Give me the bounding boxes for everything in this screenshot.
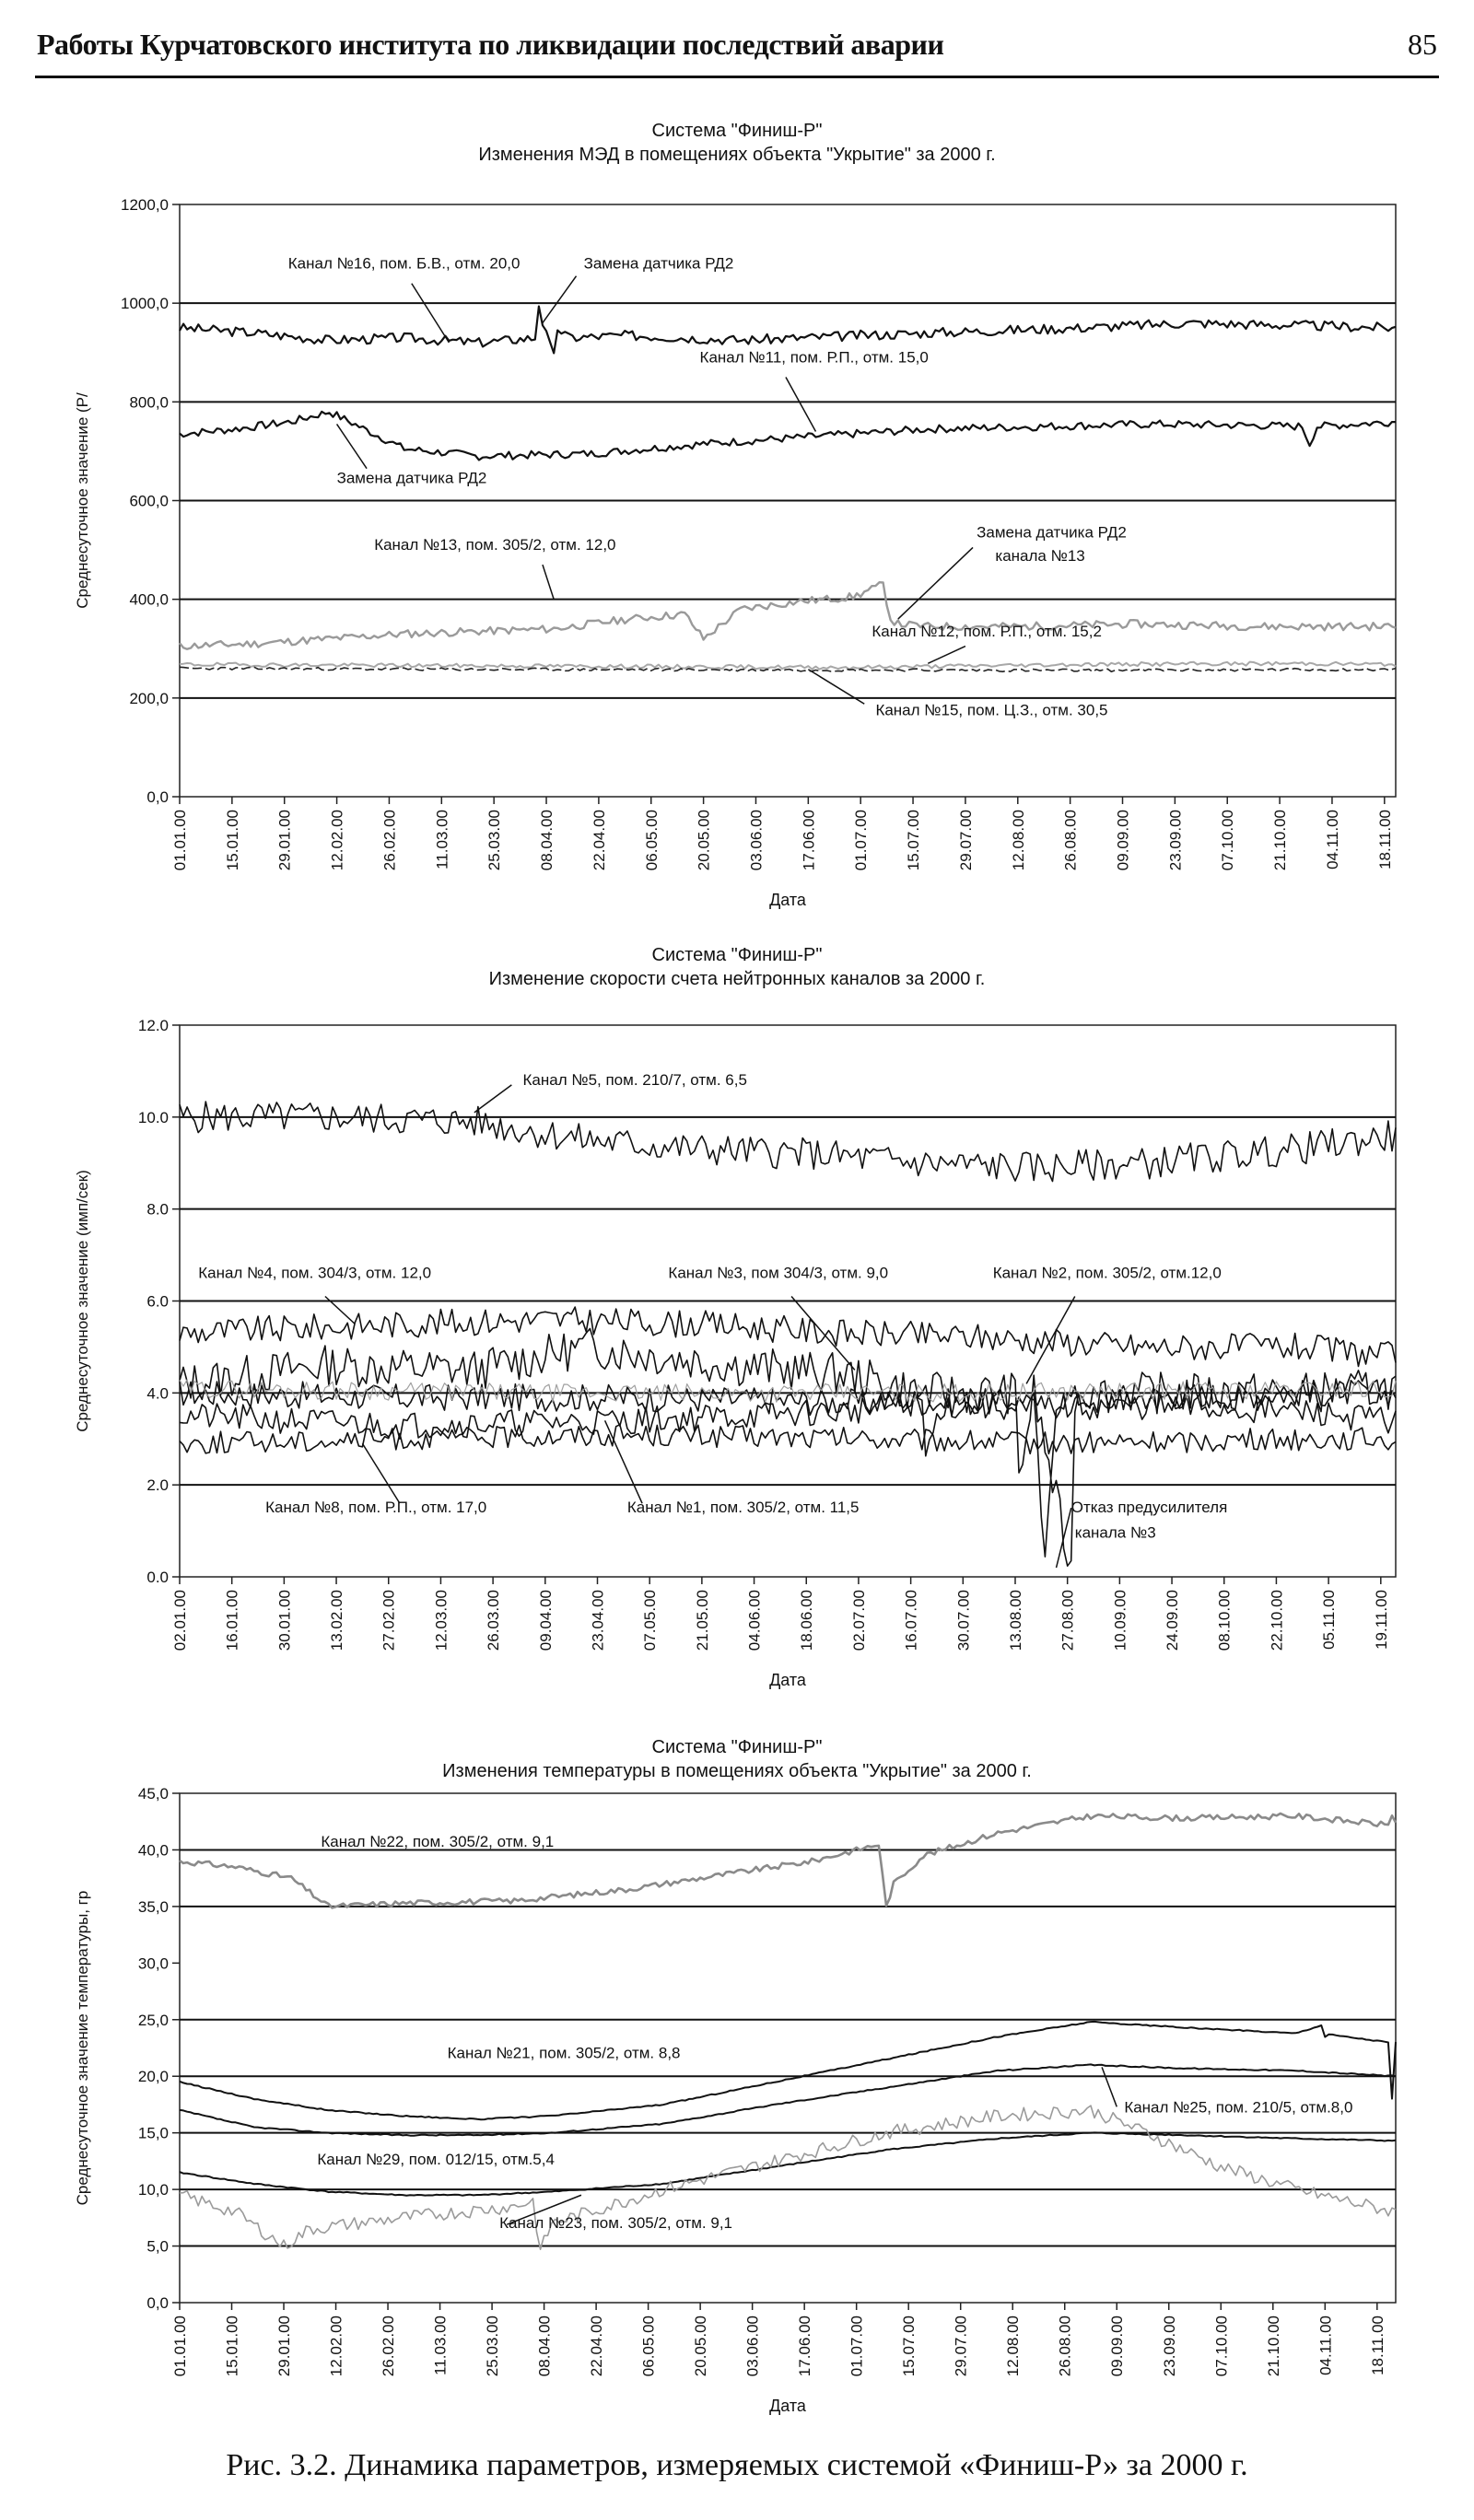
y-tick-label: 200,0 — [129, 689, 169, 707]
y-tick-label: 400,0 — [129, 590, 169, 609]
annotation-pointer — [362, 1443, 399, 1503]
annotation-label: Отказ предусилителя — [1070, 1499, 1228, 1517]
x-tick-label: 11.03.00 — [433, 810, 451, 869]
y-tick-label: 10.0 — [137, 1108, 169, 1126]
header-rule — [35, 76, 1439, 78]
x-tick-label: 01.07.00 — [852, 810, 871, 871]
annotation-label: Канал №13, пом. 305/2, отм. 12,0 — [374, 536, 616, 554]
x-tick-label: 26.08.00 — [1056, 2316, 1074, 2377]
y-tick-label: 0,0 — [146, 2294, 169, 2312]
x-tick-label: 26.02.00 — [380, 2316, 398, 2377]
x-tick-label: 04.06.00 — [745, 1590, 764, 1651]
x-tick-label: 02.01.00 — [171, 1590, 189, 1651]
x-tick-label: 13.08.00 — [1006, 1590, 1024, 1651]
y-tick-label: 6.0 — [146, 1292, 169, 1311]
series-line-4 — [180, 662, 1396, 670]
x-tick-label: 20.05.00 — [692, 2316, 710, 2377]
y-tick-label: 2.0 — [146, 1476, 169, 1495]
series-line-2 — [180, 412, 1396, 461]
figure-caption: Рис. 3.2. Динамика параметров, измеряемых системой «Финиш-Р» за 2000 г. — [226, 2448, 1248, 2482]
annotation-label: Канал №21, пом. 305/2, отм. 8,8 — [447, 2044, 681, 2062]
x-tick-label: 17.06.00 — [800, 810, 818, 871]
x-tick-label: 12.08.00 — [1009, 810, 1027, 871]
x-tick-label: 01.07.00 — [848, 2316, 866, 2377]
x-tick-label: 16.07.00 — [902, 1590, 920, 1651]
x-tick-label: 20.05.00 — [695, 810, 713, 871]
annotation-pointer — [412, 284, 450, 343]
y-tick-label: 20,0 — [137, 2068, 169, 2086]
x-tick-label: 15.01.00 — [223, 2316, 241, 2377]
x-tick-label: 05.11.00 — [1320, 1590, 1339, 1650]
annotation-pointer — [786, 378, 815, 432]
y-axis-title: Среднесуточное значение температуры, гр — [74, 1890, 91, 2206]
x-tick-label: 08.04.00 — [538, 810, 556, 871]
annotation-pointer — [928, 647, 965, 664]
annotation-label: Канал №16, пом. Б.В., отм. 20,0 — [287, 254, 521, 273]
x-tick-label: 04.11.00 — [1316, 2316, 1335, 2375]
x-tick-label: 15.01.00 — [223, 810, 241, 871]
series-line-1 — [180, 1814, 1396, 1908]
x-tick-label: 12.03.00 — [432, 1590, 450, 1651]
x-tick-label: 01.01.00 — [171, 2316, 189, 2377]
y-axis-title: Среднесуточное значение (имп/сек) — [74, 1170, 91, 1432]
chart-title: Система "Финиш-Р" — [651, 1737, 823, 1757]
annotation-label: Канал №2, пом. 305/2, отм.12,0 — [992, 1264, 1222, 1282]
page-header — [0, 0, 1474, 74]
series-line-5 — [180, 667, 1396, 671]
x-tick-label: 09.09.00 — [1108, 2316, 1127, 2377]
annotation-label: Замена датчика РД2 — [336, 469, 487, 487]
x-tick-label: 15.07.00 — [905, 810, 923, 871]
y-tick-label: 25,0 — [137, 2011, 169, 2029]
annotation-label: канала №13 — [995, 546, 1085, 565]
x-tick-label: 03.06.00 — [747, 810, 766, 871]
x-tick-label: 23.09.00 — [1160, 2316, 1178, 2377]
x-tick-label: 21.10.00 — [1271, 810, 1290, 871]
x-tick-label: 30.07.00 — [954, 1590, 973, 1651]
chart-neutron-count — [0, 935, 1474, 1727]
x-tick-label: 12.02.00 — [327, 2316, 345, 2377]
annotation-pointer — [605, 1420, 642, 1503]
annotation-pointer — [543, 565, 554, 600]
x-tick-label: 02.07.00 — [849, 1590, 868, 1651]
x-tick-label: 26.03.00 — [485, 1590, 503, 1651]
x-tick-label: 27.02.00 — [380, 1590, 398, 1651]
annotation-label: Канал №5, пом. 210/7, отм. 6,5 — [522, 1070, 747, 1089]
x-tick-label: 29.07.00 — [952, 2316, 970, 2377]
y-tick-label: 1000,0 — [121, 295, 169, 313]
x-tick-label: 23.04.00 — [589, 1590, 607, 1651]
y-tick-label: 30,0 — [137, 1954, 169, 1973]
x-tick-label: 10.09.00 — [1111, 1590, 1129, 1651]
x-tick-label: 24.09.00 — [1164, 1590, 1182, 1651]
chart-subtitle: Изменения температуры в помещениях объекта "Укрытие" за 2000 г. — [442, 1761, 1032, 1781]
series-line-1 — [180, 1102, 1396, 1182]
x-tick-label: 30.01.00 — [275, 1590, 294, 1651]
chart-subtitle: Изменения МЭД в помещениях объекта "Укрытие" за 2000 г. — [478, 145, 996, 165]
y-tick-label: 15,0 — [137, 2124, 169, 2142]
x-tick-label: 07.10.00 — [1219, 810, 1237, 871]
x-tick-label: 25.03.00 — [485, 810, 504, 871]
annotation-label: Канал №12, пом. Р.П., отм. 15,2 — [872, 622, 1102, 640]
x-tick-label: 21.05.00 — [693, 1590, 711, 1651]
x-tick-label: 17.06.00 — [796, 2316, 814, 2377]
annotation-pointer — [898, 547, 973, 619]
annotation-label: Канал №1, пом. 305/2, отм. 11,5 — [626, 1499, 860, 1517]
y-tick-label: 0.0 — [146, 1569, 169, 1586]
chart-subtitle: Изменение скорости счета нейтронных каналов за 2000 г. — [488, 969, 986, 989]
x-tick-label: 29.01.00 — [275, 810, 294, 871]
annotation-pointer — [1057, 1508, 1071, 1568]
chart-dose-rate — [0, 111, 1474, 921]
plot-area — [180, 1793, 1396, 2303]
series-line-7 — [180, 1380, 1396, 1402]
x-tick-label: 03.06.00 — [743, 2316, 762, 2377]
annotation-label: канала №3 — [1074, 1523, 1156, 1542]
annotation-label: Канал №15, пом. Ц.З., отм. 30,5 — [875, 701, 1108, 719]
x-tick-label: 06.05.00 — [642, 810, 661, 871]
series-line-1 — [180, 307, 1396, 354]
series-line-3 — [180, 582, 1396, 649]
annotation-label: Замена датчика РД2 — [583, 254, 734, 273]
annotation-label: Канал №22, пом. 305/2, отм. 9,1 — [321, 1832, 555, 1850]
y-tick-label: 40,0 — [137, 1841, 169, 1860]
x-tick-label: 16.01.00 — [223, 1590, 241, 1651]
annotation-label: Канал №4, пом. 304/3, отм. 12,0 — [198, 1264, 432, 1282]
x-tick-label: 25.03.00 — [484, 2316, 502, 2377]
x-tick-label: 08.04.00 — [535, 2316, 554, 2377]
y-tick-label: 45,0 — [137, 1785, 169, 1802]
annotation-label: Канал №29, пом. 012/15, отм.5,4 — [317, 2151, 555, 2169]
annotation-label: Канал №8, пом. Р.П., отм. 17,0 — [265, 1499, 487, 1517]
annotation-label: Канал №3, пом 304/3, отм. 9,0 — [668, 1264, 889, 1282]
x-tick-label: 22.04.00 — [588, 2316, 606, 2377]
x-tick-label: 22.10.00 — [1268, 1590, 1286, 1651]
series-line-2 — [180, 1307, 1396, 1366]
x-tick-label: 21.10.00 — [1264, 2316, 1282, 2377]
x-tick-label: 26.02.00 — [380, 810, 399, 871]
series-line-6 — [180, 1425, 1396, 1454]
annotation-pointer — [543, 276, 577, 323]
annotation-label: Канал №11, пом. Р.П., отм. 15,0 — [699, 348, 929, 367]
y-tick-label: 600,0 — [129, 492, 169, 510]
x-tick-label: 11.03.00 — [431, 2316, 450, 2375]
x-tick-label: 18.11.00 — [1368, 2316, 1386, 2375]
x-axis-title: Дата — [769, 891, 806, 909]
x-axis-title: Дата — [769, 1671, 806, 1689]
x-tick-label: 18.11.00 — [1375, 810, 1394, 869]
page-number: 85 — [1408, 28, 1437, 61]
annotation-pointer — [1102, 2067, 1117, 2106]
x-tick-label: 18.06.00 — [798, 1590, 816, 1651]
x-tick-label: 22.04.00 — [590, 810, 608, 871]
x-tick-label: 09.04.00 — [536, 1590, 555, 1651]
x-tick-label: 15.07.00 — [900, 2316, 918, 2377]
running-title: Работы Курчатовского института по ликвидации последствий аварии — [37, 28, 944, 61]
x-tick-label: 06.05.00 — [639, 2316, 658, 2377]
y-tick-label: 35,0 — [137, 1897, 169, 1916]
x-tick-label: 29.07.00 — [956, 810, 975, 871]
x-tick-label: 19.11.00 — [1372, 1590, 1390, 1650]
y-tick-label: 800,0 — [129, 393, 169, 412]
y-tick-label: 10,0 — [137, 2181, 169, 2199]
y-tick-label: 5,0 — [146, 2237, 169, 2256]
chart-title: Система "Финиш-Р" — [651, 945, 823, 965]
series-line-4 — [180, 1380, 1396, 1557]
annotation-label: Канал №25, пом. 210/5, отм.8,0 — [1124, 2098, 1353, 2117]
y-tick-label: 4.0 — [146, 1384, 169, 1403]
x-tick-label: 07.05.00 — [641, 1590, 660, 1651]
y-axis-title: Среднесуточное значение (Р/ — [74, 392, 91, 609]
annotation-label: Замена датчика РД2 — [977, 523, 1127, 542]
annotation-pointer — [337, 424, 367, 468]
y-tick-label: 12.0 — [137, 1017, 169, 1034]
chart-title: Система "Финиш-Р" — [651, 121, 823, 141]
x-tick-label: 09.09.00 — [1114, 810, 1132, 871]
y-tick-label: 1200,0 — [121, 196, 169, 214]
x-tick-label: 27.08.00 — [1059, 1590, 1077, 1651]
x-tick-label: 08.10.00 — [1215, 1590, 1234, 1651]
x-tick-label: 07.10.00 — [1212, 2316, 1231, 2377]
x-tick-label: 13.02.00 — [328, 1590, 346, 1651]
x-tick-label: 01.01.00 — [171, 810, 189, 871]
annotation-label: Канал №23, пом. 305/2, отм. 9,1 — [499, 2213, 733, 2232]
x-axis-title: Дата — [769, 2397, 806, 2415]
x-tick-label: 12.02.00 — [328, 810, 346, 871]
x-tick-label: 26.08.00 — [1061, 810, 1080, 871]
x-tick-label: 23.09.00 — [1166, 810, 1185, 871]
x-tick-label: 04.11.00 — [1323, 810, 1341, 869]
series-line-5 — [180, 2106, 1396, 2249]
chart-temperature — [0, 1727, 1474, 2427]
y-tick-label: 8.0 — [146, 1200, 169, 1219]
annotation-pointer — [474, 1085, 511, 1113]
y-tick-label: 0,0 — [146, 788, 169, 806]
x-tick-label: 12.08.00 — [1004, 2316, 1023, 2377]
x-tick-label: 29.01.00 — [275, 2316, 294, 2377]
